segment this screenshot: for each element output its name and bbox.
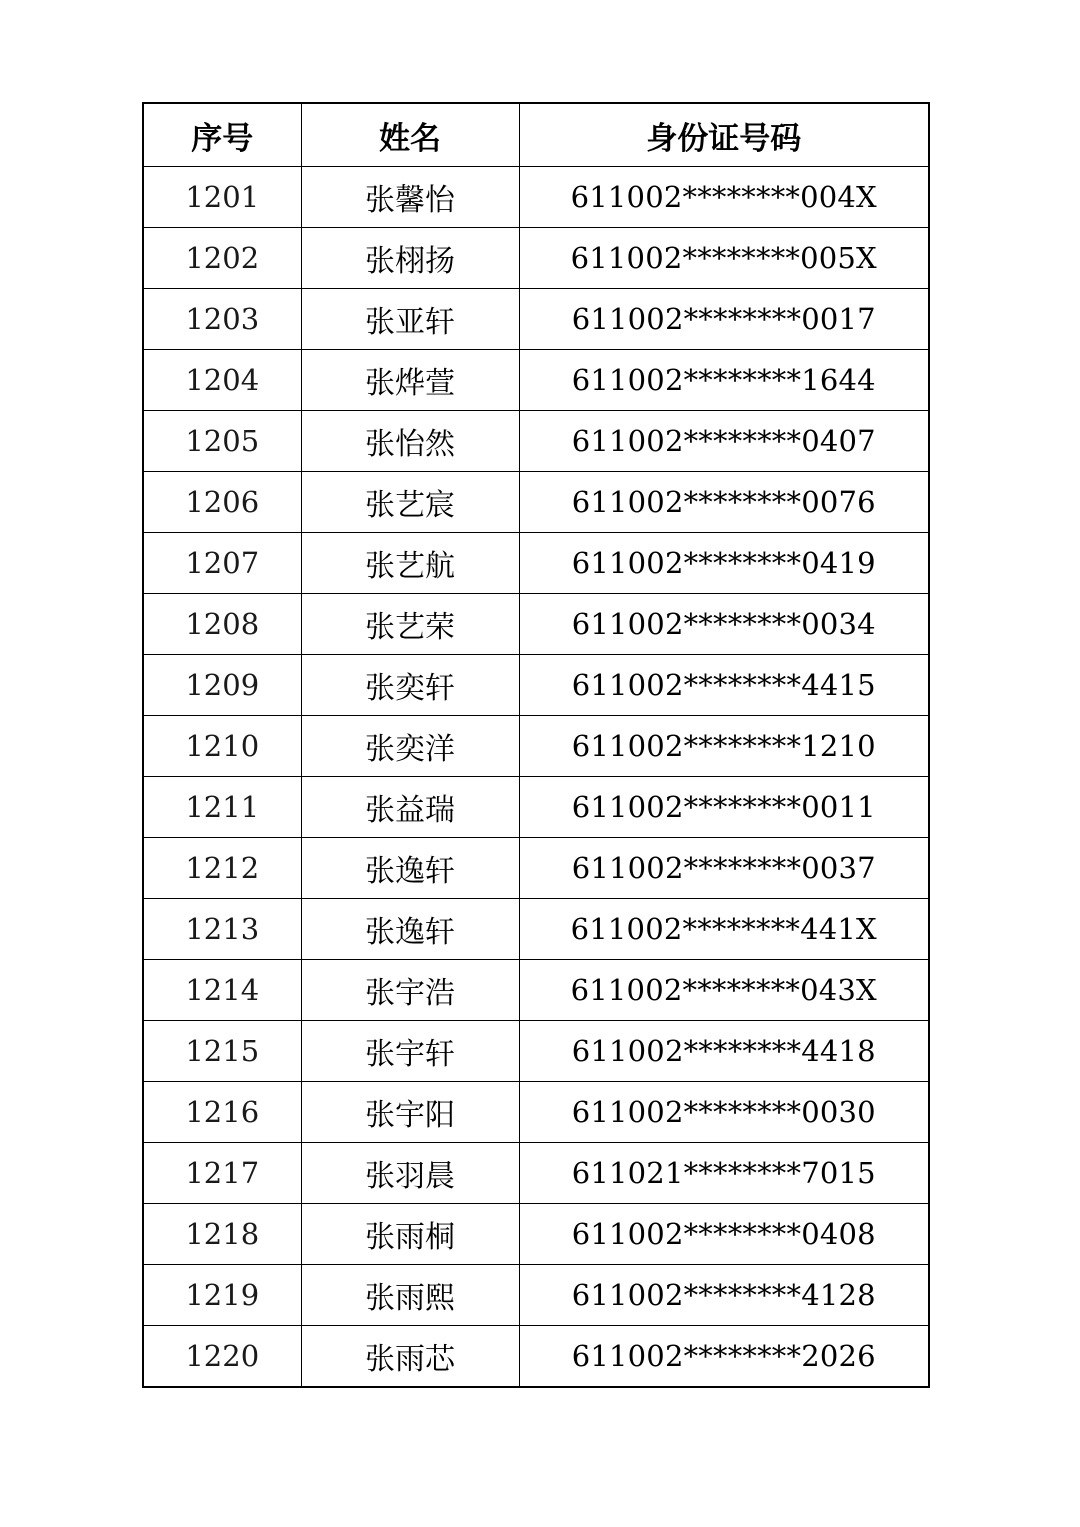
name-cell: 张雨熙 [301, 1265, 519, 1326]
seq-cell: 1203 [143, 289, 301, 350]
seq-cell: 1205 [143, 411, 301, 472]
id-number-cell: 611021********7015 [519, 1143, 929, 1204]
seq-cell: 1201 [143, 167, 301, 228]
id-number-cell: 611002********0011 [519, 777, 929, 838]
name-cell: 张宇阳 [301, 1082, 519, 1143]
id-number-cell: 611002********0017 [519, 289, 929, 350]
name-cell: 张烨萱 [301, 350, 519, 411]
id-number-cell: 611002********2026 [519, 1326, 929, 1388]
table-row [143, 1143, 929, 1204]
roster-table [142, 102, 930, 1388]
name-cell: 张栩扬 [301, 228, 519, 289]
seq-cell: 1206 [143, 472, 301, 533]
seq-cell: 1217 [143, 1143, 301, 1204]
name-cell: 张雨桐 [301, 1204, 519, 1265]
seq-cell: 1202 [143, 228, 301, 289]
id-number-cell: 611002********0407 [519, 411, 929, 472]
table-row [143, 411, 929, 472]
seq-cell: 1216 [143, 1082, 301, 1143]
seq-cell: 1218 [143, 1204, 301, 1265]
name-cell: 张宇浩 [301, 960, 519, 1021]
header-id-number: 身份证号码 [519, 103, 929, 167]
seq-cell: 1215 [143, 1021, 301, 1082]
header-seq: 序号 [143, 103, 301, 167]
table-row [143, 228, 929, 289]
id-number-cell: 611002********043X [519, 960, 929, 1021]
seq-cell: 1211 [143, 777, 301, 838]
table-body [143, 167, 929, 1388]
id-number-cell: 611002********4415 [519, 655, 929, 716]
name-cell: 张逸轩 [301, 838, 519, 899]
table-row [143, 1265, 929, 1326]
id-number-cell: 611002********1644 [519, 350, 929, 411]
table-row [143, 1082, 929, 1143]
table-header [143, 103, 929, 167]
seq-cell: 1204 [143, 350, 301, 411]
id-number-cell: 611002********0034 [519, 594, 929, 655]
table-row [143, 716, 929, 777]
id-number-cell: 611002********4418 [519, 1021, 929, 1082]
table-row [143, 960, 929, 1021]
table-row [143, 472, 929, 533]
seq-cell: 1212 [143, 838, 301, 899]
seq-cell: 1213 [143, 899, 301, 960]
table-row [143, 1326, 929, 1388]
table-row [143, 655, 929, 716]
name-cell: 张艺宸 [301, 472, 519, 533]
seq-cell: 1207 [143, 533, 301, 594]
seq-cell: 1219 [143, 1265, 301, 1326]
id-number-cell: 611002********441X [519, 899, 929, 960]
id-number-cell: 611002********4128 [519, 1265, 929, 1326]
name-cell: 张奕洋 [301, 716, 519, 777]
name-cell: 张雨芯 [301, 1326, 519, 1388]
seq-cell: 1210 [143, 716, 301, 777]
table-row [143, 533, 929, 594]
name-cell: 张怡然 [301, 411, 519, 472]
name-cell: 张逸轩 [301, 899, 519, 960]
id-number-cell: 611002********004X [519, 167, 929, 228]
name-cell: 张艺航 [301, 533, 519, 594]
id-number-cell: 611002********005X [519, 228, 929, 289]
name-cell: 张亚轩 [301, 289, 519, 350]
name-cell: 张艺荣 [301, 594, 519, 655]
table-row [143, 594, 929, 655]
name-cell: 张奕轩 [301, 655, 519, 716]
table-row [143, 777, 929, 838]
id-number-cell: 611002********1210 [519, 716, 929, 777]
table-row [143, 838, 929, 899]
table-row [143, 167, 929, 228]
name-cell: 张宇轩 [301, 1021, 519, 1082]
name-cell: 张馨怡 [301, 167, 519, 228]
id-number-cell: 611002********0076 [519, 472, 929, 533]
table-row [143, 1204, 929, 1265]
table-row [143, 1021, 929, 1082]
seq-cell: 1208 [143, 594, 301, 655]
id-number-cell: 611002********0408 [519, 1204, 929, 1265]
name-cell: 张羽晨 [301, 1143, 519, 1204]
header-row [143, 103, 929, 167]
table-row [143, 289, 929, 350]
table-row [143, 350, 929, 411]
name-cell: 张益瑞 [301, 777, 519, 838]
seq-cell: 1220 [143, 1326, 301, 1388]
id-number-cell: 611002********0030 [519, 1082, 929, 1143]
id-number-cell: 611002********0419 [519, 533, 929, 594]
seq-cell: 1214 [143, 960, 301, 1021]
header-name: 姓名 [301, 103, 519, 167]
table-row [143, 899, 929, 960]
seq-cell: 1209 [143, 655, 301, 716]
id-number-cell: 611002********0037 [519, 838, 929, 899]
